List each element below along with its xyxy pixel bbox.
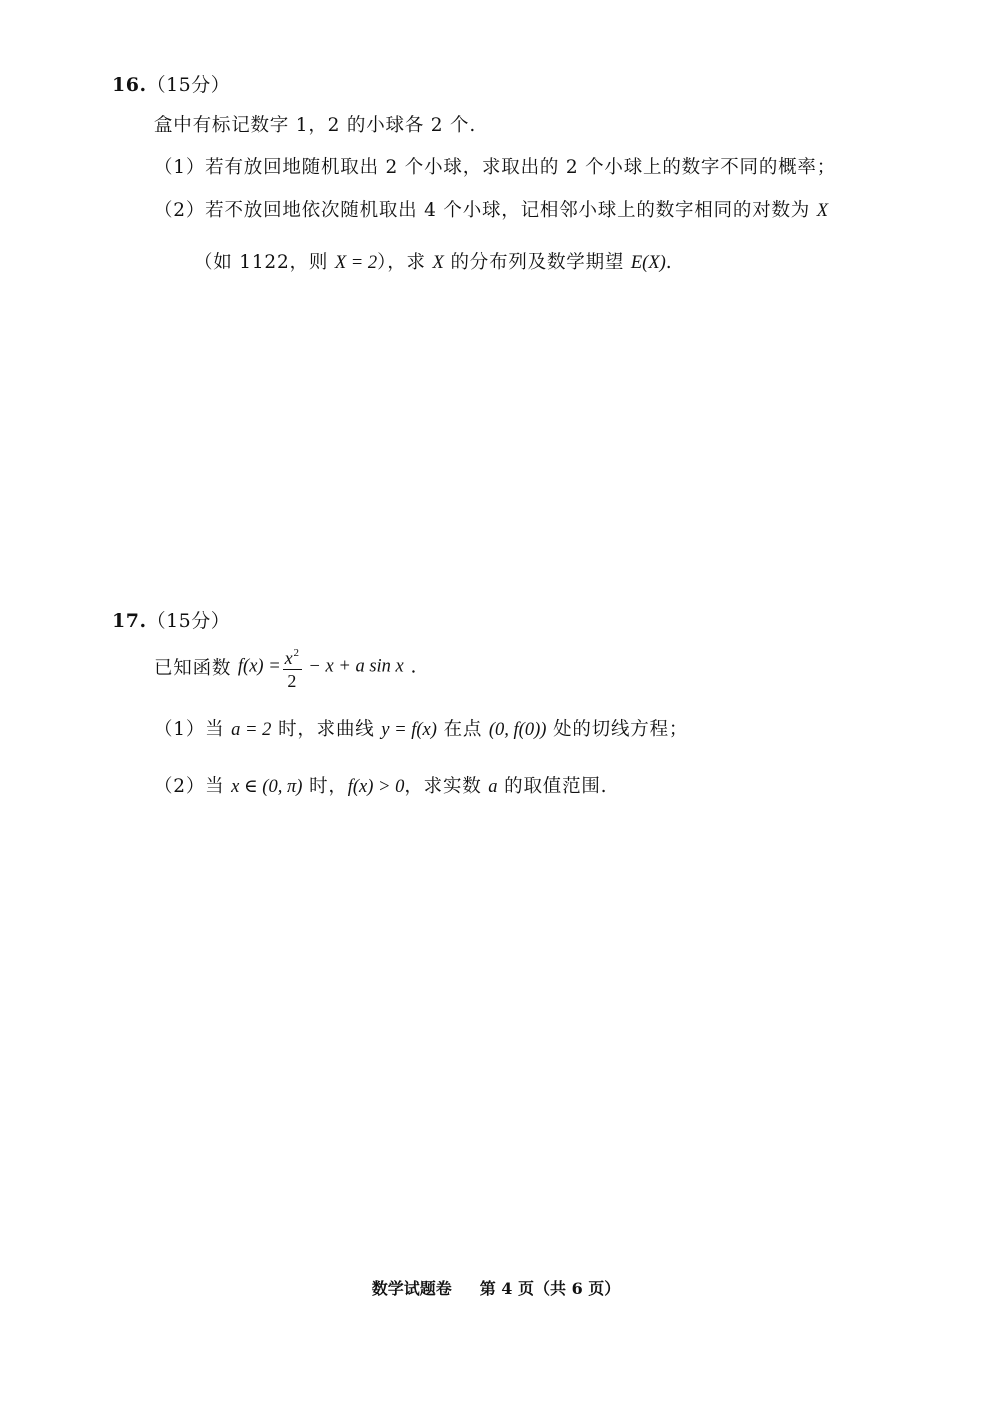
question-score: （15分） (146, 74, 231, 96)
part-1-text: 时，求曲线 (271, 719, 382, 740)
variable-x: X (816, 201, 829, 221)
part-1-text: 在点 (436, 719, 489, 740)
part-2-text: （2）若不放回地依次随机取出 4 个小球，记相邻小球上的数字相同的对数为 (154, 200, 811, 221)
point-zero-f-zero: (0, f(0)) (488, 720, 547, 740)
page-footer (0, 1276, 992, 1299)
fraction-x-squared-over-2 (283, 642, 302, 692)
question-17-part-2 (154, 772, 607, 798)
part-2-text: 的取值范围. (497, 776, 608, 797)
part-2-text: （2）当 (154, 776, 232, 797)
period: . (403, 656, 418, 678)
question-score: （15分） (146, 610, 231, 632)
question-16-part-1: （1）若有放回地随机取出 2 个小球，求取出的 2 个小球上的数字不同的概率； (154, 157, 837, 178)
page-number: 第 4 页（共 6 页） (479, 1279, 621, 1298)
variable-x: X (432, 253, 444, 273)
part-1-text: 处的切线方程； (546, 719, 689, 740)
condition-a-equals-2: a = 2 (231, 720, 272, 740)
part-2-text: ，求实数 (404, 776, 489, 797)
part-1-text: （1）当 (154, 719, 232, 740)
fraction-numerator: $x^2$ (283, 642, 302, 670)
stem-text: 已知函数 (154, 658, 238, 679)
part-2-text: 时， (302, 776, 348, 797)
function-fx: f(x) = (237, 656, 281, 677)
function-rest: − x + a sin x (303, 656, 404, 677)
inequality-fx-positive: f(x) > 0 (347, 777, 405, 797)
question-number: 16. (112, 74, 147, 96)
question-16-part-2-line-2 (194, 248, 672, 274)
question-16-part-2-line-1 (154, 196, 828, 222)
curve-y-equals-fx: y = f(x) (381, 720, 437, 740)
question-17-heading (112, 606, 230, 633)
question-number: 17. (112, 610, 147, 632)
question-17-part-1 (154, 715, 688, 741)
question-16-stem: 盒中有标记数字 1，2 的小球各 2 个. (154, 115, 477, 136)
condition-x-in-interval: x ∈ (0, π) (231, 777, 303, 797)
variable-a: a (488, 777, 498, 797)
period: . (665, 252, 673, 273)
exam-title: 数学试题卷 (371, 1279, 452, 1298)
expectation-ex: E(X) (630, 253, 666, 273)
question-16-heading (112, 70, 230, 97)
equation-x-equals-2: X = 2 (334, 253, 378, 273)
instruction-text: ），求 (377, 252, 433, 273)
example-text: （如 1122，则 (194, 252, 335, 273)
fraction-denominator: 2 (287, 671, 298, 691)
instruction-text: 的分布列及数学期望 (443, 252, 631, 273)
question-17-stem (154, 642, 417, 692)
